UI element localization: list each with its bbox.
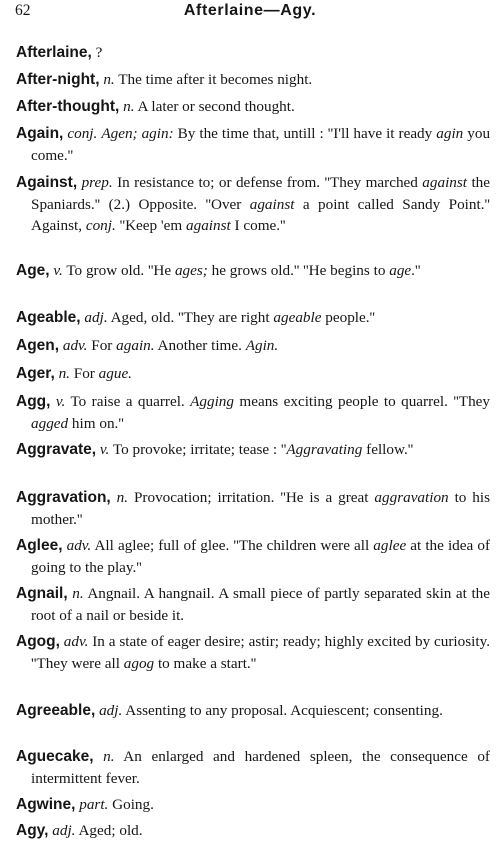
definition: Provocation; irritation. ''He is a great	[133, 489, 375, 506]
definition-cont: the Spaniards.'' (2.) Opposite. ''Over	[31, 174, 491, 213]
entry-afterlaine	[16, 42, 490, 64]
headword: Against,	[16, 174, 78, 191]
definition: Angnail. A hangnail. A small piece of partly separated skin at the root of a nail or beside it.	[31, 585, 490, 624]
entry-agen	[16, 335, 490, 357]
definition: A later or second thought.	[137, 98, 295, 115]
headword: Agreeable,	[16, 702, 96, 719]
headword: Ageable,	[16, 309, 81, 326]
part-of-speech: n.	[72, 585, 84, 602]
definition: Assenting to any proposal. Acquiescent; consenting.	[125, 702, 443, 719]
part-of-speech: adv.	[63, 633, 89, 650]
part-of-speech: part.	[79, 796, 109, 813]
headword: Ager,	[16, 365, 55, 382]
entry-aguecake	[16, 746, 490, 789]
part-of-speech: prep.	[81, 174, 113, 191]
part-of-speech: adj.	[99, 702, 123, 719]
example-word: ages;	[174, 262, 208, 279]
example-word: again.	[116, 337, 155, 354]
headword: Agg,	[16, 393, 51, 410]
part-of-speech: n.	[103, 71, 115, 88]
entry-against	[16, 172, 490, 237]
definition: In a state of eager desire; astir; ready; highly excited by curiosity. ''They were all	[31, 633, 491, 672]
headword: Aggravation,	[16, 489, 111, 506]
part-of-speech: adv.	[66, 537, 92, 554]
definition: To provoke; irritate; tease : ''	[112, 441, 287, 458]
definition: ?	[91, 44, 103, 61]
entry-aggravation	[16, 487, 490, 530]
definition: In resistance to; or defense from. ''They marched	[117, 174, 423, 191]
headword: Agnail,	[16, 585, 68, 602]
headword: Agen,	[16, 337, 60, 354]
headword: Aguecake,	[16, 748, 94, 765]
entry-agreeable	[16, 700, 490, 722]
definition-cont: .''	[411, 262, 421, 279]
entry-agy	[16, 820, 490, 842]
definition-cont: him on.''	[68, 414, 124, 432]
part-of-speech: v.	[55, 393, 66, 410]
headword: After-night,	[16, 71, 100, 88]
example-word: Aggravating	[286, 441, 363, 458]
part-of-speech: n.	[103, 748, 115, 765]
entry-after-night	[16, 69, 490, 91]
definition: Aged; old.	[78, 822, 143, 839]
part-of-speech: adj.	[84, 309, 108, 326]
entry-again	[16, 123, 490, 166]
headword: Aggravate,	[16, 441, 97, 458]
definition-cont: you come.''	[31, 125, 491, 164]
part-of-speech: n.	[58, 365, 70, 382]
example-word: agin	[436, 125, 464, 142]
definition-cont: people.''	[321, 309, 376, 326]
headword: Age,	[16, 262, 50, 279]
definition: To grow old. ''He	[66, 262, 175, 279]
example-word: agged	[31, 414, 69, 432]
headword: Afterlaine,	[16, 44, 92, 61]
example-word: Agin.	[245, 337, 279, 354]
entry-agwine	[16, 794, 490, 816]
entry-ageable	[16, 307, 490, 329]
variant-spellings: Agen; agin:	[101, 125, 174, 142]
part-of-speech: conj.	[67, 125, 98, 142]
definition-cont: to his mother.''	[31, 489, 491, 528]
example-word: Agging	[190, 393, 234, 410]
part-of-speech: adj.	[52, 822, 76, 839]
part-of-speech: v.	[99, 441, 110, 458]
part-of-speech: adv.	[62, 337, 88, 354]
headword: After-thought,	[16, 98, 120, 115]
entry-aggravate	[16, 439, 490, 461]
part-of-speech: conj.	[85, 217, 116, 234]
definition: An enlarged and hardened spleen, the consequence of intermittent fever.	[31, 748, 490, 787]
headword: Aglee,	[16, 537, 63, 554]
part-of-speech: n.	[116, 489, 129, 506]
example-word: against	[186, 217, 231, 234]
definition-cont: Another time.	[154, 337, 246, 354]
definition: For	[91, 337, 117, 354]
definition: All aglee; full of glee. ''The children were all	[94, 537, 374, 554]
part-of-speech: v.	[53, 262, 63, 279]
entry-age	[16, 260, 490, 282]
headword: Again,	[16, 125, 64, 142]
definition-cont: he grows old.'' ''He begins to	[207, 262, 390, 279]
definition: By the time that, untill : ''I'll have it ready	[177, 125, 437, 142]
headword: Agwine,	[16, 796, 76, 813]
example-word: ageable	[273, 309, 322, 326]
example-word: age	[389, 262, 412, 279]
entry-after-thought	[16, 96, 490, 118]
definition-cont: at the idea of going to the play.''	[31, 537, 490, 576]
part-of-speech: n.	[123, 98, 135, 115]
example-word: against	[422, 174, 468, 191]
page-number: 62	[15, 2, 31, 19]
example-word: ague.	[98, 365, 132, 382]
example-word: aggravation	[374, 489, 449, 506]
definition: The time after it becomes night.	[118, 71, 313, 88]
example-word: agog	[123, 654, 155, 672]
running-head: Afterlaine—Agy.	[183, 2, 317, 19]
example-word: against	[249, 195, 295, 213]
definition-cont: to make a start.''	[154, 654, 257, 672]
entry-agnail	[16, 583, 490, 626]
definition-cont: a point called Sandy Point.'' Against,	[31, 195, 490, 234]
definition-cont: means exciting people to quarrel. ''They	[234, 393, 490, 410]
definition: Aged, old. ''They are right	[110, 309, 274, 326]
entry-aglee	[16, 535, 490, 578]
entry-ager	[16, 363, 490, 385]
definition: For	[73, 365, 99, 382]
entry-agog	[16, 631, 490, 674]
example-word: aglee	[373, 537, 407, 554]
definition-cont: I come.''	[230, 217, 286, 234]
entry-agg	[16, 391, 490, 434]
definition-cont: ''Keep 'em	[115, 217, 186, 234]
headword: Agog,	[16, 633, 60, 650]
headword: Agy,	[16, 822, 49, 839]
definition: Going.	[112, 796, 154, 813]
definition-cont: fellow.''	[362, 441, 414, 458]
definition: To raise a quarrel.	[70, 393, 191, 410]
